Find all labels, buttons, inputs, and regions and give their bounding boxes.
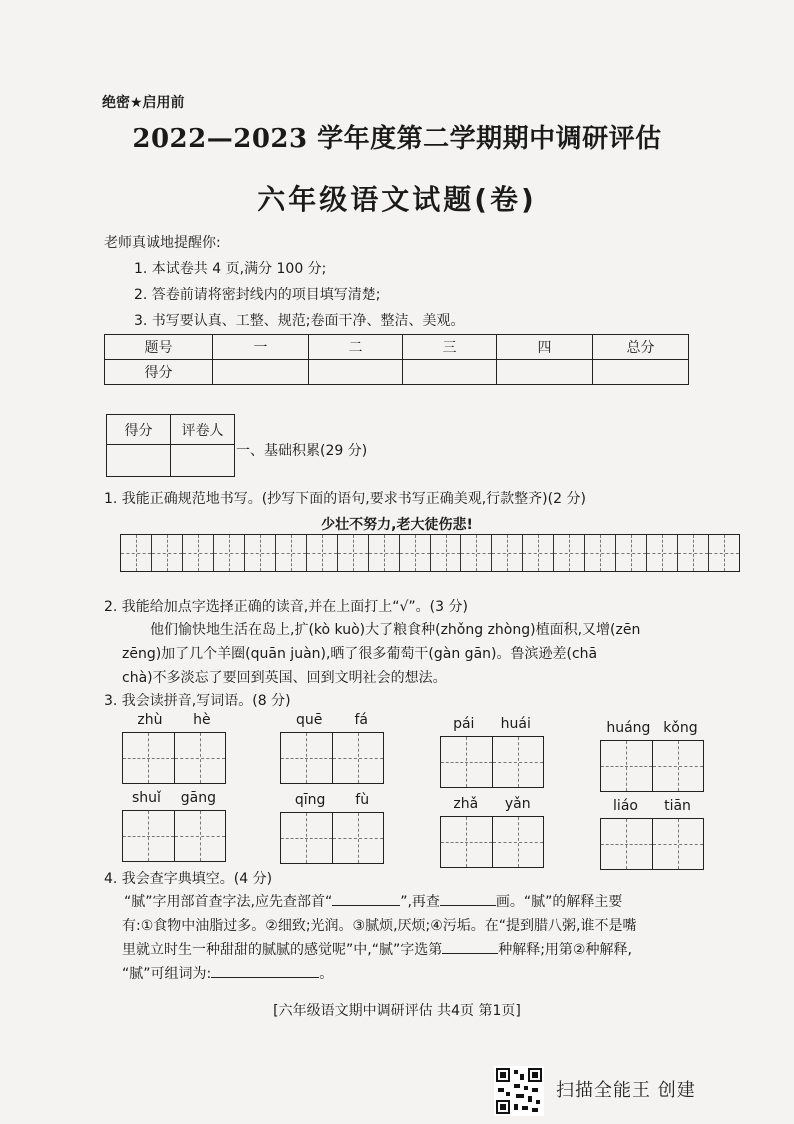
pinyin-label: shuǐ <box>131 790 161 806</box>
grid-cell[interactable] <box>616 535 647 571</box>
pinyin-word-group <box>600 720 704 792</box>
grid-cell[interactable] <box>369 535 400 571</box>
pinyin-label: fù <box>355 792 370 808</box>
pinyin-label: fá <box>354 712 368 728</box>
score-entry-cell[interactable] <box>213 360 309 385</box>
exam-subtitle: 六年级语文试题(卷) <box>257 183 537 216</box>
qr-code-icon <box>494 1066 544 1116</box>
question-4: 4. 我会查字典填空。(4 分) <box>104 871 273 887</box>
score-table-cell: 二 <box>309 335 403 360</box>
grid-cell[interactable] <box>214 535 245 571</box>
grid-cell[interactable] <box>523 535 554 571</box>
pinyin-label: kǒng <box>663 720 698 736</box>
q2-line: 他们愉快地生活在岛上,扩(kò kuò)大了粮食种(zhǒng zhòng)植面积,又增(zēn <box>150 622 641 638</box>
pinyin-label: zhù <box>137 712 163 728</box>
grid-cell[interactable] <box>338 535 369 571</box>
reminder-heading: 老师真诚地提醒你: <box>104 235 221 251</box>
score-table <box>104 334 689 385</box>
score-entry-cell[interactable] <box>403 360 497 385</box>
q4-line <box>124 890 622 914</box>
score-entry-cell[interactable] <box>593 360 689 385</box>
q4-line: 有:①食物中油脂过多。②细致;光润。③腻烦,厌烦;④污垢。在“提到腊八粥,谁不是嘴 <box>122 918 637 934</box>
grid-cell[interactable] <box>431 535 462 571</box>
pinyin-label: huái <box>500 716 531 732</box>
secret-label: 绝密★启用前 <box>102 95 185 111</box>
pinyin-word-group <box>440 796 544 868</box>
copy-sentence: 少壮不努力,老大徒伤悲! <box>321 517 473 533</box>
char-box[interactable] <box>441 737 493 787</box>
char-box[interactable] <box>281 813 333 863</box>
score-entry-cell[interactable] <box>309 360 403 385</box>
pinyin-label: huáng <box>606 720 651 736</box>
reminder-item: 2. 答卷前请将密封线内的项目填写清楚; <box>134 287 381 303</box>
char-box[interactable] <box>281 733 333 783</box>
score-table-score-row <box>105 360 689 385</box>
pinyin-label: tiān <box>664 798 691 814</box>
grader-score-label: 得分 <box>107 415 171 445</box>
grader-name-label: 评卷人 <box>171 415 235 445</box>
q4-text: 种解释;用第②种解释, <box>498 942 632 958</box>
radical-blank[interactable] <box>332 892 400 906</box>
score-table-cell: 总分 <box>593 335 689 360</box>
char-box[interactable] <box>175 733 226 783</box>
char-box[interactable] <box>601 819 653 869</box>
grid-cell[interactable] <box>709 535 739 571</box>
page-footer: [六年级语文期中调研评估 共4页 第1页] <box>273 1003 521 1019</box>
char-box[interactable] <box>653 819 704 869</box>
pinyin-word-group <box>122 712 226 784</box>
scanner-watermark: 扫描全能王 创建 <box>556 1080 696 1101</box>
question-1: 1. 我能正确规范地书写。(抄写下面的语句,要求书写正确美观,行款整齐)(2 分) <box>104 491 586 507</box>
pinyin-label: gāng <box>180 790 217 806</box>
char-box[interactable] <box>175 811 226 861</box>
q2-line: chà)不多淡忘了要回到英国、回到文明社会的想法。 <box>122 670 447 686</box>
grid-cell[interactable] <box>400 535 431 571</box>
grader-name-cell[interactable] <box>171 445 235 477</box>
char-box[interactable] <box>601 741 653 791</box>
grid-cell[interactable] <box>183 535 214 571</box>
pinyin-label: pái <box>453 716 475 732</box>
grader-table <box>106 414 235 477</box>
pinyin-label: yǎn <box>504 796 531 812</box>
pinyin-label: liáo <box>613 798 638 814</box>
pinyin-word-group <box>600 798 704 870</box>
exam-title: 2022—2023 学年度第二学期期中调研评估 <box>132 124 662 154</box>
q4-text: 里就立时生一种甜甜的腻腻的感觉呢”中,“腻”字选第 <box>122 942 443 958</box>
score-table-cell: 一 <box>213 335 309 360</box>
score-table-header-row <box>105 335 689 360</box>
char-box[interactable] <box>441 817 493 867</box>
pinyin-word-group <box>122 790 226 862</box>
q4-text: ”,再查 <box>400 894 440 910</box>
grid-cell[interactable] <box>678 535 709 571</box>
question-2: 2. 我能给加点字选择正确的读音,并在上面打上“√”。(3 分) <box>104 599 468 615</box>
pinyin-word-group <box>280 712 384 784</box>
pinyin-label: zhǎ <box>453 796 479 812</box>
strokes-blank[interactable] <box>440 892 496 906</box>
pinyin-word-group <box>280 792 384 864</box>
grid-cell[interactable] <box>245 535 276 571</box>
q4-text: 画。“腻”的解释主要 <box>495 894 623 910</box>
question-3: 3. 我会读拼音,写词语。(8 分) <box>104 693 291 709</box>
q4-text: “腻”可组词为: <box>122 966 212 982</box>
pinyin-word-group <box>440 716 544 788</box>
char-box[interactable] <box>123 733 175 783</box>
grid-cell[interactable] <box>152 535 183 571</box>
grid-cell[interactable] <box>276 535 307 571</box>
q4-line <box>122 938 632 962</box>
grader-score-cell[interactable] <box>107 445 171 477</box>
q4-line <box>122 962 333 986</box>
q4-text: 。 <box>319 966 334 982</box>
grid-cell[interactable] <box>461 535 492 571</box>
char-box[interactable] <box>333 813 384 863</box>
grid-cell[interactable] <box>492 535 523 571</box>
char-box[interactable] <box>333 733 384 783</box>
grid-cell[interactable] <box>307 535 338 571</box>
grid-cell[interactable] <box>121 535 152 571</box>
pinyin-label: quē <box>296 712 323 728</box>
grid-cell[interactable] <box>554 535 585 571</box>
pinyin-label: hè <box>193 712 211 728</box>
grid-cell[interactable] <box>647 535 678 571</box>
reminder-item: 1. 本试卷共 4 页,满分 100 分; <box>134 261 327 277</box>
score-table-cell: 题号 <box>105 335 213 360</box>
score-table-cell: 四 <box>497 335 593 360</box>
grid-cell[interactable] <box>585 535 616 571</box>
char-box[interactable] <box>653 741 704 791</box>
score-table-cell: 三 <box>403 335 497 360</box>
reminder-item: 3. 书写要认真、工整、规范;卷面干净、整洁、美观。 <box>134 313 465 329</box>
writing-grid[interactable] <box>120 534 740 572</box>
meaning-number-blank[interactable] <box>442 940 498 954</box>
pinyin-label: qīng <box>294 792 326 808</box>
char-box[interactable] <box>493 737 544 787</box>
score-table-cell: 得分 <box>105 360 213 385</box>
q4-text: “腻”字用部首查字法,应先查部首“ <box>124 894 333 910</box>
char-box[interactable] <box>123 811 175 861</box>
word-blank[interactable] <box>211 964 319 978</box>
section-title: 一、基础积累(29 分) <box>236 443 368 459</box>
char-box[interactable] <box>493 817 544 867</box>
score-entry-cell[interactable] <box>497 360 593 385</box>
q2-line: zēng)加了几个羊圈(quān juàn),晒了很多葡萄干(gàn gān)。鲁滨逊差(chā <box>122 646 598 662</box>
